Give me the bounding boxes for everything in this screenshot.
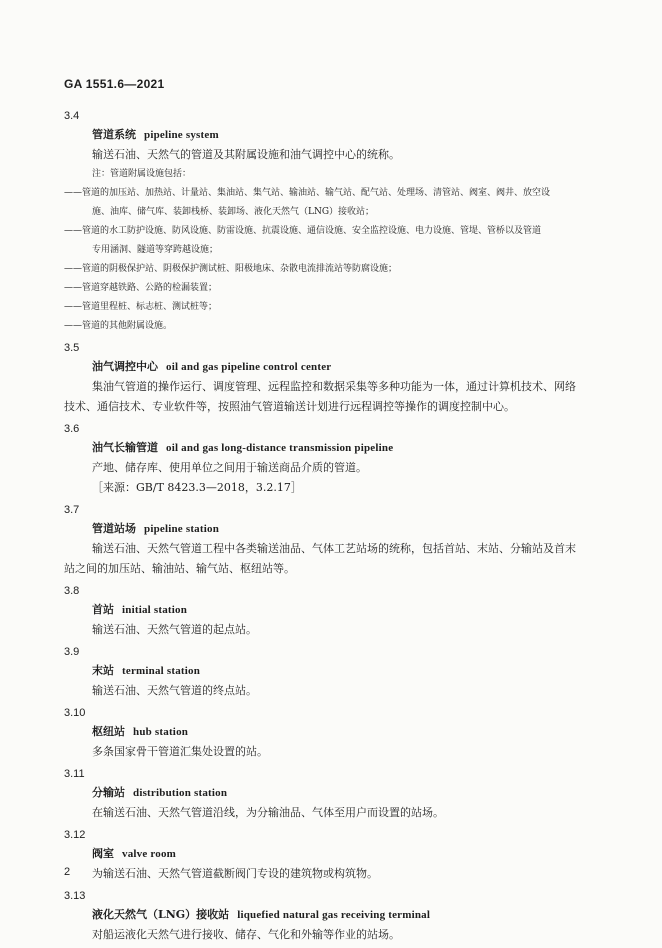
term-en: terminal station bbox=[122, 665, 201, 677]
standard-number-header: GA 1551.6—2021 bbox=[64, 77, 165, 91]
clause-number: 3.13 bbox=[64, 890, 86, 902]
term-en: liquefied natural gas receiving terminal bbox=[237, 909, 431, 921]
term-entry bbox=[64, 107, 604, 336]
term-heading bbox=[92, 844, 604, 864]
note-line: ——管道的水工防护设施、防风设施、防雷设施、抗震设施、通信设施、安全监控设施、电力设施、管堤、管桥以及管道 bbox=[64, 226, 542, 236]
term-zh: 管道系统 bbox=[92, 128, 136, 141]
clause-number: 3.8 bbox=[64, 585, 80, 597]
term-entry bbox=[64, 704, 604, 762]
clause-number: 3.4 bbox=[64, 110, 80, 122]
term-entry bbox=[64, 339, 604, 417]
term-heading bbox=[92, 905, 604, 925]
term-definition: 输送石油、天然气的管道及其附属设施和油气调控中心的统称。 bbox=[92, 148, 400, 161]
term-heading bbox=[92, 357, 604, 377]
term-en: pipeline system bbox=[144, 129, 219, 141]
clause-number: 3.11 bbox=[64, 768, 85, 780]
term-definition bbox=[64, 377, 604, 417]
term-entry bbox=[64, 765, 604, 823]
definition-line: 站之间的加压站、输油站、输气站、枢纽站等。 bbox=[64, 562, 295, 575]
term-heading bbox=[92, 600, 604, 620]
term-heading bbox=[92, 661, 604, 681]
note-item: ——管道的其他附属设施。 bbox=[64, 321, 173, 331]
term-zh: 末站 bbox=[92, 664, 114, 677]
term-en: valve room bbox=[122, 848, 177, 860]
definition-line: 集油气管道的操作运行、调度管理、远程监控和数据采集等多种功能为一体，通过计算机技术、网络 bbox=[92, 380, 576, 393]
term-definition: 对船运液化天然气进行接收、储存、气化和外输等作业的站场。 bbox=[92, 928, 400, 941]
clause-number: 3.9 bbox=[64, 646, 80, 658]
term-definition: 产地、储存库、使用单位之间用于输送商品介质的管道。 bbox=[92, 461, 367, 474]
term-zh: 管道站场 bbox=[92, 522, 136, 535]
terms-content bbox=[64, 107, 604, 948]
term-entry bbox=[64, 501, 604, 579]
definition-line: 输送石油、天然气管道工程中各类输送油品、气体工艺站场的统称，包括首站、末站、分输站及首末 bbox=[92, 542, 576, 555]
note-item: ——管道里程桩、标志桩、测试桩等； bbox=[64, 302, 218, 312]
definition-line: 技术、通信技术、专业软件等，按照油气管道输送计划进行远程调控等操作的调度控制中心。 bbox=[64, 400, 515, 413]
note-line: 施、油库、储气库、装卸栈桥、装卸场、液化天然气（LNG）接收站； bbox=[92, 207, 375, 217]
term-en: distribution station bbox=[133, 787, 228, 799]
page-number: 2 bbox=[64, 866, 71, 878]
term-definition bbox=[64, 539, 604, 579]
clause-number: 3.5 bbox=[64, 342, 80, 354]
term-en: initial station bbox=[122, 604, 188, 616]
term-en: oil and gas long-distance transmission pipeline bbox=[166, 442, 394, 454]
term-en: pipeline station bbox=[144, 523, 220, 535]
clause-number: 3.10 bbox=[64, 707, 86, 719]
note-item bbox=[64, 222, 604, 260]
note-item: ——管道的阴极保护站、阴极保护测试桩、阳极地床、杂散电流排流站等防腐设施； bbox=[64, 264, 398, 274]
term-definition: 输送石油、天然气管道的终点站。 bbox=[92, 684, 257, 697]
clause-number: 3.7 bbox=[64, 504, 80, 516]
term-zh: 阀室 bbox=[92, 847, 114, 860]
note-label: 注：管道附属设施包括： bbox=[92, 169, 192, 179]
term-zh: 油气调控中心 bbox=[92, 360, 158, 373]
note-line: ——管道的加压站、加热站、计量站、集油站、集气站、输油站、输气站、配气站、处理场、清管站、阀室、阀井、放空设 bbox=[64, 188, 551, 198]
term-definition: 多条国家骨干管道汇集处设置的站。 bbox=[92, 745, 268, 758]
note-item bbox=[64, 184, 604, 222]
term-zh: 油气长输管道 bbox=[92, 441, 158, 454]
term-en: oil and gas pipeline control center bbox=[166, 361, 332, 373]
term-heading bbox=[92, 438, 604, 458]
term-zh: 分输站 bbox=[92, 786, 125, 799]
note-item: ——管道穿越铁路、公路的检漏装置； bbox=[64, 283, 218, 293]
term-zh: 首站 bbox=[92, 603, 114, 616]
term-entry bbox=[64, 420, 604, 498]
term-heading bbox=[92, 783, 604, 803]
term-entry bbox=[64, 887, 604, 945]
term-definition: 输送石油、天然气管道的起点站。 bbox=[92, 623, 257, 636]
term-entry bbox=[64, 826, 604, 884]
clause-number: 3.6 bbox=[64, 423, 80, 435]
clause-number: 3.12 bbox=[64, 829, 86, 841]
term-heading bbox=[92, 722, 604, 742]
term-entry bbox=[64, 643, 604, 701]
note-line: 专用涵洞、隧道等穿跨越设施； bbox=[92, 245, 219, 255]
term-en: hub station bbox=[133, 726, 189, 738]
term-definition: 在输送石油、天然气管道沿线，为分输油品、气体至用户而设置的站场。 bbox=[92, 806, 444, 819]
term-entry bbox=[64, 582, 604, 640]
term-definition: 为输送石油、天然气管道截断阀门专设的建筑物或构筑物。 bbox=[92, 867, 378, 880]
source-reference: ［来源：GB/T 8423.3—2018，3.2.17］ bbox=[92, 481, 302, 494]
term-zh: 液化天然气（LNG）接收站 bbox=[92, 908, 230, 921]
term-heading bbox=[92, 519, 604, 539]
term-heading bbox=[92, 125, 604, 145]
term-zh: 枢纽站 bbox=[92, 725, 125, 738]
